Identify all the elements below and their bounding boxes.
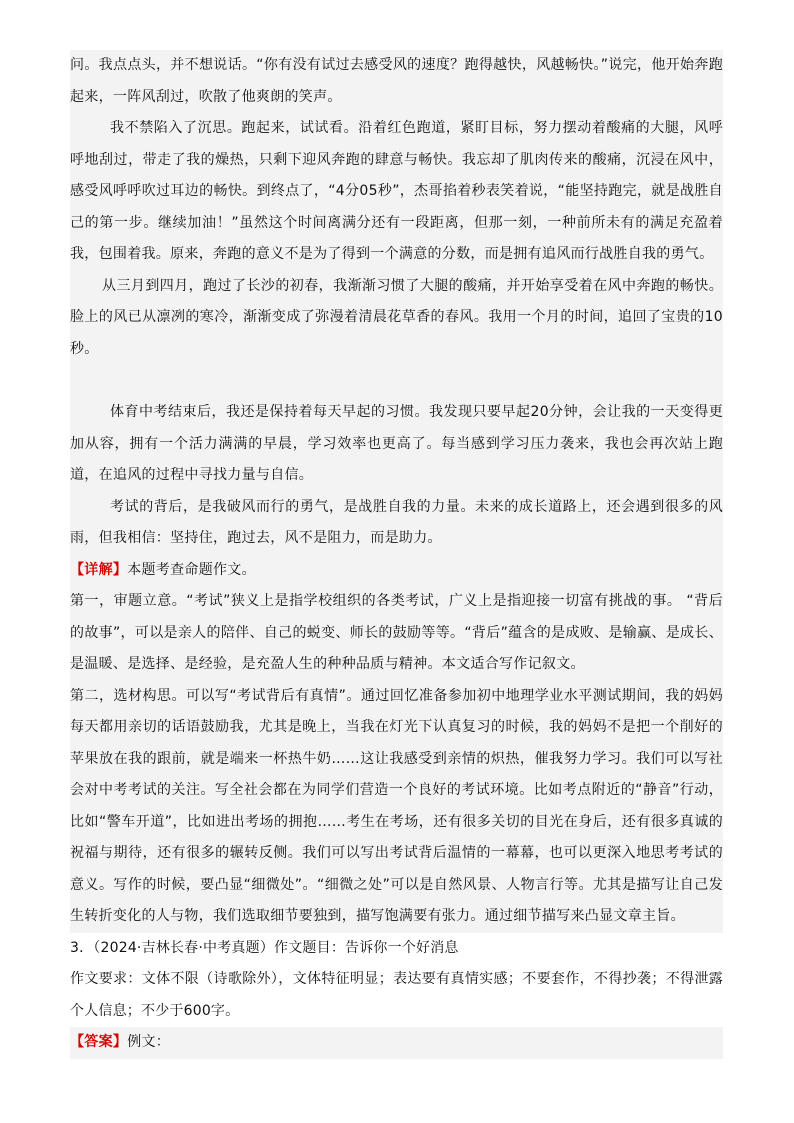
essay-paragraph-5: 考试的背后，是我破风而行的勇气，是战胜自我的力量。未来的成长道路上，还会遇到很多的风雨，但我相信：坚持住，跑过去，风不是阻力，而是助力。 — [70, 498, 723, 546]
essay-block — [70, 50, 723, 555]
essay-paragraph-3: 从三月到四月，跑过了长沙的初春，我渐渐习惯了大腿的酸痛，并开始享受着在风中奔跑的畅快。脸上的风已从凛冽的寒冷，渐渐变成了弥漫着清晨花草香的春风。我用一个月的时间，追回了宝贵的10秒。 — [70, 277, 723, 357]
answer-text: 例文： — [127, 1034, 171, 1050]
answer-line — [70, 1027, 723, 1059]
document-page — [70, 50, 723, 1059]
question-line: 3．（2024·吉林长春·中考真题）作文题目：告诉你一个好消息 — [70, 939, 459, 956]
analysis-paragraph-2: 第二，选材构思。可以写“考试背后有真情”。通过回忆准备参加初中地理学业水平测试期间，我的妈妈每天都用亲切的话语鼓励我，尤其是晚上，当我在灯光下认真复习的时候，我的妈妈不是把一个削好的苹果放在我的跟前，就是端来一杯热牛奶……这让我感受到亲情的炽热，催我努力学习。我们可以写社会对中考考试的关注。写全社会都在为同学们营造一个良好的考试环境。比如考点附近的“静音”行动，比如“警车开道”，比如进出考场的拥抱……考生在考场，还有很多关切的目光在身后，还有很多真诚的祝福与期待，还有很多的辗转反侧。我们可以写出考试背后温情的一幕幕，也可以更深入地思考考试的意义。写作的时候，要凸显“细微处”。“细微之处”可以是自然风景、人物言行等。尤其是描写让自己发生转折变化的人与物，我们选取细节要独到，描写饱满要有张力。通过细节描写来凸显文章主旨。 — [70, 687, 723, 924]
essay-paragraph-2: 我不禁陷入了沉思。跑起来，试试看。沿着红色跑道，紧盯目标，努力摆动着酸痛的大腿，风呼呼地刮过，带走了我的燥热，只剩下迎风奔跑的肆意与畅快。我忘却了肌肉传来的酸痛，沉浸在风中，感受风呼呼吹过耳边的畅快。到终点了，“4分05秒”，杰哥掐着秒表笑着说，“能坚持跑完，就是战胜自己的第一步。继续加油！”虽然这个时间离满分还有一段距离，但那一刻，一种前所未有的满足充盈着我，包围着我。原来，奔跑的意义不是为了得到一个满意的分数，而是拥有追风而行战胜自我的勇气。 — [70, 120, 723, 262]
question-requirements: 作文要求：文体不限（诗歌除外），文体特征明显；表达要有真情实感；不要套作，不得抄袭；不得泄露个人信息；不少于600字。 — [70, 971, 723, 1019]
analysis-paragraph-1: 第一，审题立意。“考试”狭义上是指学校组织的各类考试，广义上是指迎接一切富有挑战的事。 “背后的故事”，可以是亲人的陪伴、自己的蜕变、师长的鼓励等等。“背后”蕴含的是成败、是输赢、是成长、是温暖、是选择、是经验，是充盈人生的种种品质与精神。本文适合写作记叙文。 — [70, 593, 723, 672]
analysis-intro — [70, 555, 723, 587]
paragraph-spacer — [70, 365, 723, 397]
analysis-block — [70, 555, 723, 933]
detail-label: 【详解】 — [70, 561, 128, 578]
essay-paragraph-4: 体育中考结束后，我还是保持着每天早起的习惯。我发现只要早起20分钟，会让我的一天变得更加从容，拥有一个活力满满的早晨，学习效率也更高了。每当感到学习压力袭来，我也会再次站上跑道，在追风的过程中寻找力量与自信。 — [70, 404, 723, 483]
analysis-intro-text: 本题考查命题作文。 — [127, 561, 256, 578]
answer-block — [70, 1027, 723, 1059]
answer-label: 【答案】 — [70, 1034, 128, 1050]
essay-paragraph-1: 问。我点点头，并不想说话。“你有没有试过去感受风的速度？跑得越快，风越畅快。”说完，他开始奔跑起来，一阵风刮过，吹散了他爽朗的笑声。 — [70, 57, 723, 105]
